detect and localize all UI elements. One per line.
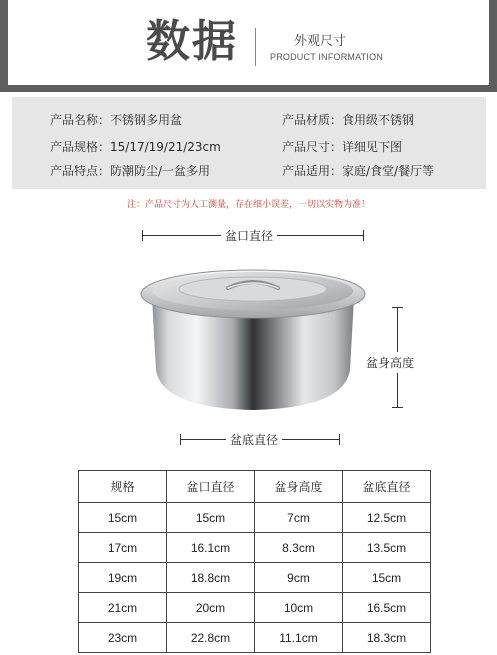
section-title-en: PRODUCT INFORMATION (270, 52, 383, 62)
table-cell: 22.8cm (167, 623, 255, 653)
table-cell: 8.3cm (255, 533, 343, 563)
table-row (79, 533, 431, 563)
table-cell: 17cm (79, 533, 167, 563)
table-cell: 12.5cm (343, 503, 431, 533)
table-cell: 20cm (167, 593, 255, 623)
bottom-dimension-tick-right (339, 434, 340, 445)
table-cell: 16.1cm (167, 533, 255, 563)
top-dimension-tick-right (363, 230, 364, 241)
table-cell: 18.3cm (343, 623, 431, 653)
header-banner (0, 0, 497, 92)
stainless-bowl-image (138, 258, 368, 414)
table-cell: 15cm (343, 563, 431, 593)
info-product-usage: 产品适用：家庭/食堂/餐厅等 (282, 164, 435, 178)
product-info-box (12, 97, 486, 189)
title-divider (255, 28, 256, 66)
info-product-material: 产品材质：食用级不锈钢 (282, 113, 415, 127)
table-cell: 15cm (167, 503, 255, 533)
table-cell: 19cm (79, 563, 167, 593)
measurement-note: 注：产品尺寸为人工测量，存在细小误差，一切以实物为准！ (126, 200, 370, 210)
table-cell: 21cm (79, 593, 167, 623)
rim-diameter-label: 盆口直径 (221, 227, 277, 244)
table-cell: 7cm (255, 503, 343, 533)
table-header-cell: 盆身高度 (255, 471, 343, 503)
side-dimension-tick-bottom (392, 407, 403, 408)
table-cell: 13.5cm (343, 533, 431, 563)
info-product-feature: 产品特点：防潮防尘/一盆多用 (50, 164, 211, 178)
size-table (78, 470, 431, 653)
table-cell: 23cm (79, 623, 167, 653)
table-header-cell: 盆口直径 (167, 471, 255, 503)
table-row (79, 563, 431, 593)
table-header-cell: 规格 (79, 471, 167, 503)
table-row (79, 593, 431, 623)
table-cell: 18.8cm (167, 563, 255, 593)
table-cell: 15cm (79, 503, 167, 533)
bottom-dimension-tick-left (180, 434, 181, 445)
table-cell: 10cm (255, 593, 343, 623)
info-product-name: 产品名称：不锈钢多用盆 (50, 113, 183, 127)
body-height-label: 盆身高度 (363, 352, 417, 373)
section-title-cn: 外观尺寸 (294, 34, 347, 49)
side-dimension-tick-top (392, 307, 403, 308)
info-product-size: 产品尺寸：详细见下图 (282, 140, 403, 154)
table-header-row (79, 471, 431, 503)
page-title: 数据 (146, 16, 238, 67)
header-panel (8, 0, 489, 85)
info-product-spec: 产品规格：15/17/19/21/23cm (50, 140, 221, 154)
table-row (79, 623, 431, 653)
table-cell: 9cm (255, 563, 343, 593)
table-row (79, 503, 431, 533)
base-diameter-label: 盆底直径 (226, 431, 282, 448)
table-cell: 16.5cm (343, 593, 431, 623)
top-dimension-tick-left (142, 230, 143, 241)
table-header-cell: 盆底直径 (343, 471, 431, 503)
table-cell: 11.1cm (255, 623, 343, 653)
